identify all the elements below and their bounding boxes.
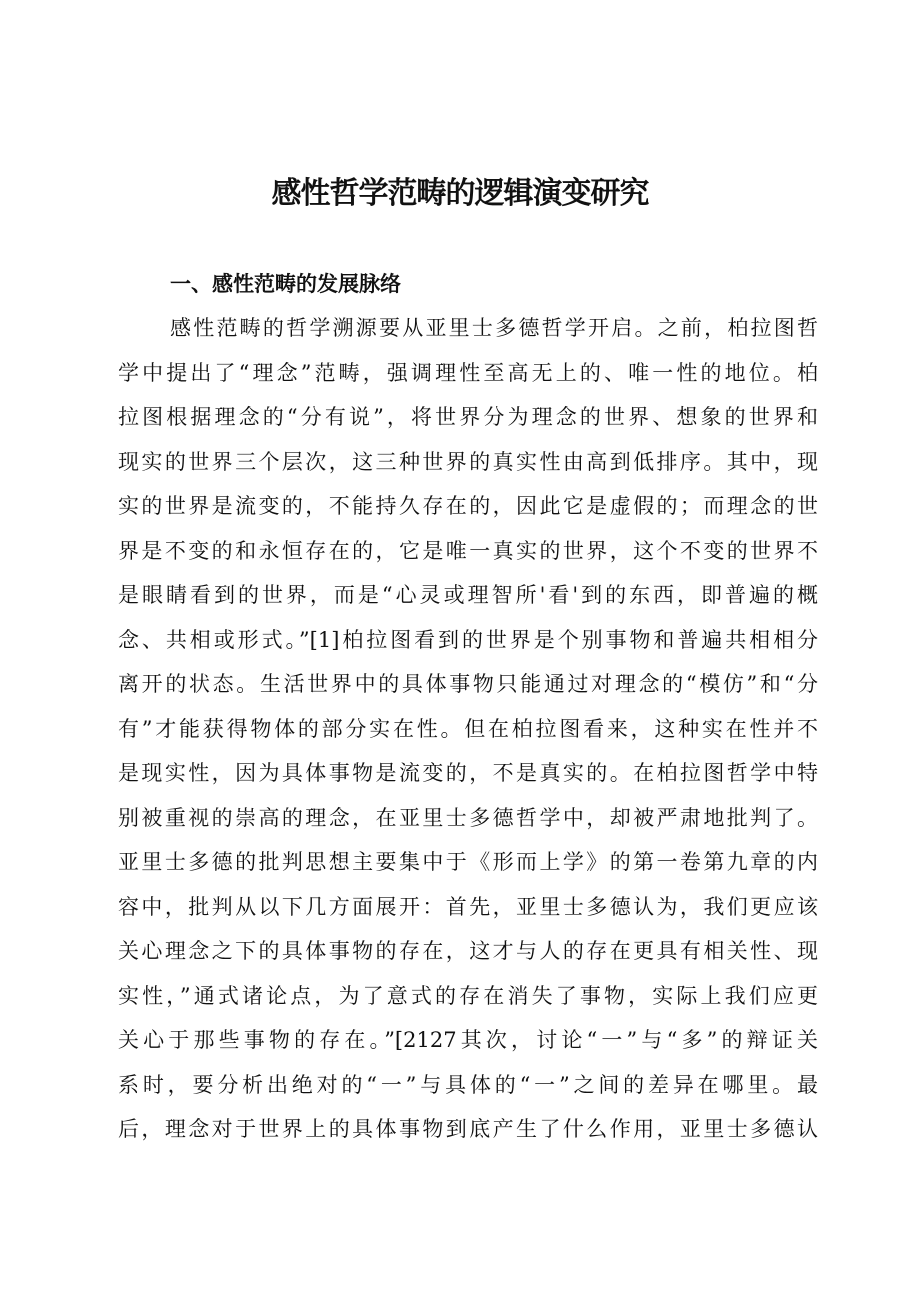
paragraph-line: 别被重视的崇高的理念，在亚里士多德哲学中，却被严肃地批判了。 [118,805,818,830]
paragraph [118,306,818,1152]
paragraph-line: 现实的世界三个层次，这三种世界的真实性由高到低排序。其中，现 [118,449,818,474]
paragraph-line: 亚里士多德的批判思想主要集中于《形而上学》的第一卷第九章的内 [118,850,818,874]
paragraph-line: 系时，要分析出绝对的“一”与具体的“一”之间的差异在哪里。最 [118,1072,818,1097]
paragraph-line: 实性，”通式诸论点，为了意式的存在消失了事物，实际上我们应更 [118,983,818,1008]
section-heading: 一、感性范畴的发展脉络 [170,272,401,296]
paragraph-line: 容中，批判从以下几方面展开：首先，亚里士多德认为，我们更应该 [118,894,818,919]
paragraph-line: 有”才能获得物体的部分实在性。但在柏拉图看来，这种实在性并不 [118,716,818,741]
paragraph-line: 学中提出了“理念”范畴，强调理性至高无上的、唯一性的地位。柏 [118,360,818,385]
paragraph-line: 念、共相或形式。”[1]柏拉图看到的世界是个别事物和普遍共相相分 [118,627,818,652]
document-title: 感性哲学范畴的逻辑演变研究 [271,176,649,211]
paragraph-line: 是现实性，因为具体事物是流变的，不是真实的。在柏拉图哲学中特 [118,761,818,785]
paragraph-line: 关心理念之下的具体事物的存在，这才与人的存在更具有相关性、现 [118,939,818,963]
paragraph-line: 离开的状态。生活世界中的具体事物只能通过对理念的“模仿”和“分 [118,672,818,696]
paragraph-line: 后，理念对于世界上的具体事物到底产生了什么作用，亚里士多德认 [118,1117,818,1141]
paragraph-line: 实的世界是流变的，不能持久存在的，因此它是虚假的；而理念的世 [118,494,818,518]
paragraph-line: 关心于那些事物的存在。”[2127其次，讨论“一”与“多”的辩证关 [118,1028,818,1052]
paragraph-line: 界是不变的和永恒存在的，它是唯一真实的世界，这个不变的世界不 [118,538,818,563]
paragraph-line: 是眼睛看到的世界，而是“心灵或理智所'看'到的东西，即普遍的概 [118,583,818,607]
paragraph-line: 拉图根据理念的“分有说”，将世界分为理念的世界、想象的世界和 [118,405,818,429]
paragraph-line: 感性范畴的哲学溯源要从亚里士多德哲学开启。之前，柏拉图哲 [170,316,818,340]
